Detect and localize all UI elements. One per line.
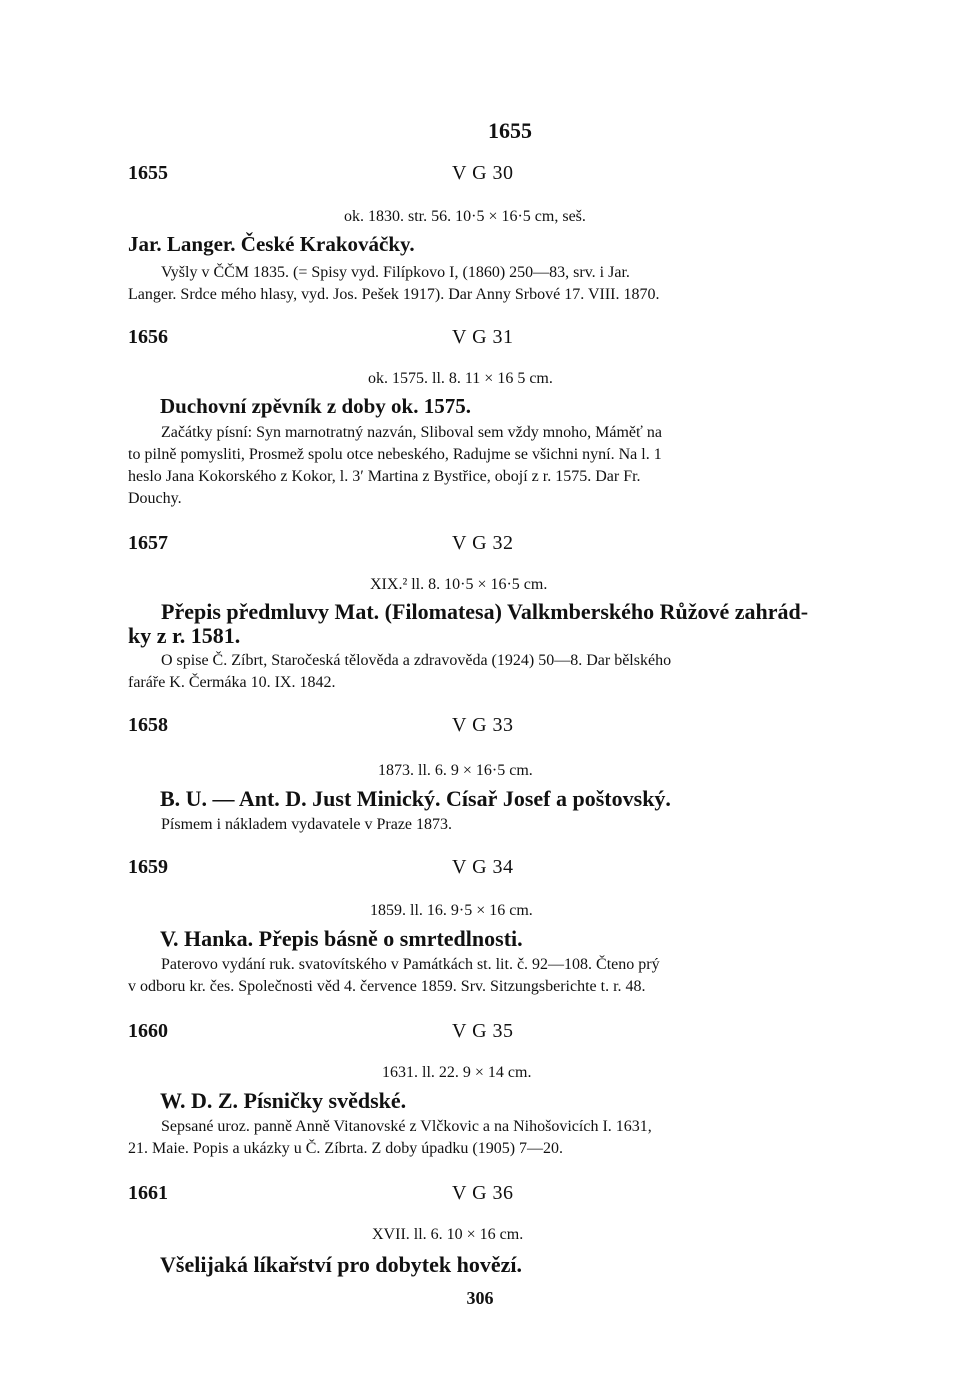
entry-number: 1656 (128, 326, 168, 348)
entry-signature: V G 30 (452, 162, 514, 184)
entry-title: Jar. Langer. České Krakováčky. (128, 232, 415, 256)
description-line: Langer. Srdce mého hlasy, vyd. Jos. Pešek 1917). Dar Anny Srbové 17. VIII. 1870. (128, 286, 660, 303)
entry-title: B. U. — Ant. D. Just Minický. Císař Josef a poštovský. (160, 786, 671, 811)
entry-number: 1657 (128, 532, 168, 554)
entry-title: W. D. Z. Písničky svědské. (160, 1088, 407, 1113)
description-line: faráře K. Čermáka 10. IX. 1842. (128, 674, 336, 691)
entry-description (128, 262, 834, 306)
entry-meta: 1859. ll. 16. 9·5 × 16 cm. (370, 902, 533, 919)
entry-number: 1658 (128, 714, 168, 736)
entry-description (128, 422, 834, 510)
description-line: Začátky písní: Syn marnotratný nazván, Sliboval sem vždy mnoho, Máměť na (161, 424, 662, 441)
entry-meta: ok. 1575. ll. 8. 11 × 16 5 cm. (368, 370, 553, 387)
entry-number: 1655 (128, 162, 168, 184)
entry-title: V. Hanka. Přepis básně o smrtedlnosti. (160, 926, 523, 951)
entry-title: Duchovní zpěvník z doby ok. 1575. (160, 394, 471, 418)
description-line: Paterovo vydání ruk. svatovítského v Památkách st. lit. č. 92—108. Čteno prý (161, 956, 660, 973)
entry-number: 1661 (128, 1182, 168, 1204)
description-line: heslo Jana Kokorského z Kokor, l. 3′ Martina z Bystřice, obojí z r. 1575. Dar Fr. (128, 468, 641, 485)
description-line: O spise Č. Zíbrt, Staročeská tělověda a zdravověda (1924) 50—8. Dar bělského (161, 652, 672, 669)
entry-signature: V G 36 (452, 1182, 514, 1204)
entry-number: 1659 (128, 856, 168, 878)
entry-meta: 1873. ll. 6. 9 × 16·5 cm. (378, 762, 533, 779)
entry-signature: V G 34 (452, 856, 514, 878)
entry-description (128, 650, 834, 694)
entry-title: Všelijaká líkařství pro dobytek hovězí. (160, 1252, 523, 1277)
description-line: 21. Maie. Popis a ukázky u Č. Zíbrta. Z doby úpadku (1905) 7—20. (128, 1140, 564, 1157)
entry-signature: V G 35 (452, 1020, 514, 1042)
entry-signature: V G 33 (452, 714, 514, 736)
description-line: Sepsané uroz. panně Anně Vitanovské z Vlčkovic a na Nihošovicích I. 1631, (161, 1118, 652, 1135)
entry-number: 1660 (128, 1020, 168, 1042)
title-line: ky z r. 1581. (128, 623, 241, 648)
entry-title (128, 600, 834, 648)
entry-description (128, 1116, 834, 1160)
description-line: v odboru kr. čes. Společnosti věd 4. července 1859. Srv. Sitzungsberichte t. r. 48. (128, 978, 646, 995)
entry-signature: V G 32 (452, 532, 514, 554)
entry-meta: 1631. ll. 22. 9 × 14 cm. (382, 1064, 532, 1081)
description-line: Vyšly v ČČM 1835. (= Spisy vyd. Filípkovo I, (1860) 250—83, srv. i Jar. (161, 264, 630, 281)
entry-signature: V G 31 (452, 326, 514, 348)
title-line: Přepis předmluvy Mat. (Filomatesa) Valkmberského Růžové zahrád- (161, 599, 809, 624)
description-line: to pilně pomysliti, Prosmež spolu otce nebeského, Radujme se všichni nyní. Na l. 1 (128, 446, 662, 463)
entry-meta: ok. 1830. str. 56. 10·5 × 16·5 cm, seš. (344, 208, 586, 225)
description-line: Douchy. (128, 490, 182, 507)
page-number: 306 (466, 1288, 494, 1308)
page-header-number: 1655 (488, 118, 532, 143)
entry-meta: XIX.² ll. 8. 10·5 × 16·5 cm. (370, 576, 548, 593)
entry-meta: XVII. ll. 6. 10 × 16 cm. (372, 1226, 524, 1243)
entry-description (128, 814, 834, 836)
entry-description (128, 954, 834, 998)
description-line: Písmem i nákladem vydavatele v Praze 1873. (161, 816, 453, 833)
